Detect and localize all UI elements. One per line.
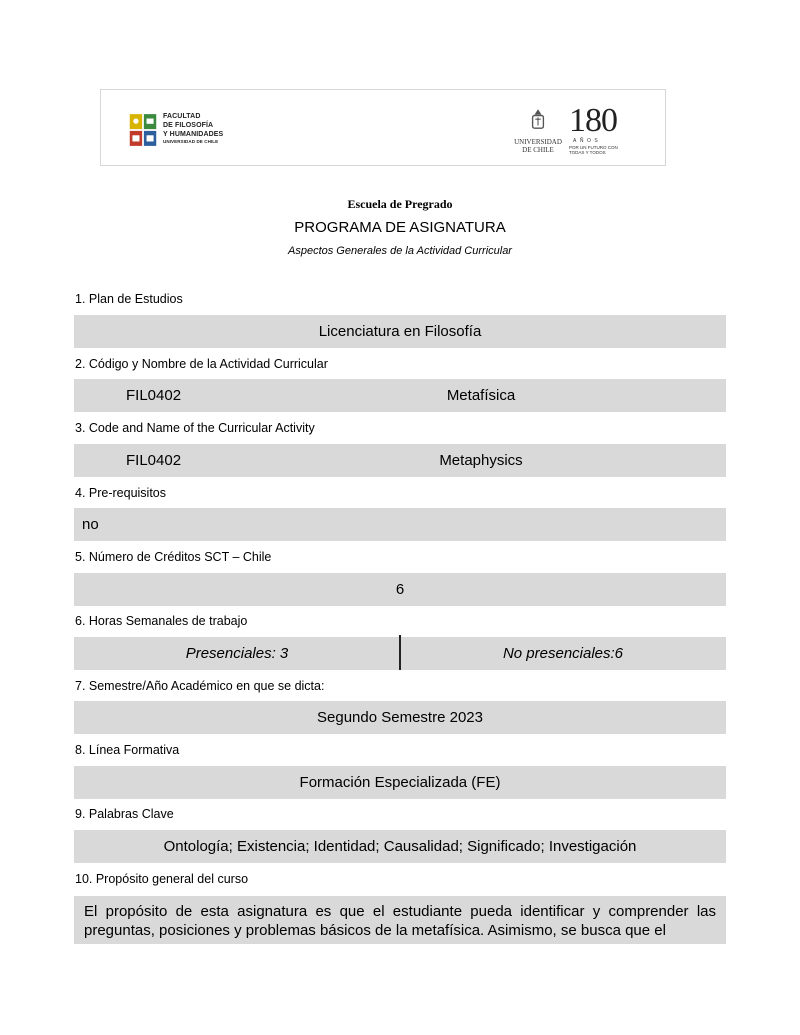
purpose-band <box>74 896 726 944</box>
keywords-band <box>74 830 726 863</box>
school-title: Escuela de Pregrado <box>347 197 453 211</box>
plan-label: 1. Plan de Estudios <box>75 292 183 306</box>
semester-label: 7. Semestre/Año Académico en que se dicta: <box>75 679 325 693</box>
code-es-label: 2. Código y Nombre de la Actividad Curricular <box>75 357 328 371</box>
credits-band <box>74 573 726 606</box>
university-line-1: UNIVERSIDAD <box>514 138 562 146</box>
line-value: Formación Especializada (FE) <box>299 774 501 791</box>
purpose-label: 10. Propósito general del curso <box>75 872 249 886</box>
aspects-subtitle: Aspectos Generales de la Actividad Curricular <box>288 245 512 257</box>
hours-presencial: Presenciales: 3 <box>185 645 289 662</box>
anniversary-motto: POR UN FUTURO CON TODAS Y TODOS <box>569 145 618 155</box>
plan-band <box>74 315 726 348</box>
hours-label: 6. Horas Semanales de trabajo <box>75 614 248 628</box>
university-seal-icon <box>529 106 547 136</box>
hours-band <box>74 637 726 670</box>
code-es-band <box>74 379 726 412</box>
code-en-label: 3. Code and Name of the Curricular Activity <box>75 421 315 435</box>
faculty-logo-text <box>163 112 223 145</box>
line-label: 8. Línea Formativa <box>75 743 180 757</box>
prereq-value: no <box>82 516 99 533</box>
semester-value: Segundo Semestre 2023 <box>317 709 483 726</box>
code-en-name: Metaphysics <box>439 452 523 469</box>
credits-value: 6 <box>395 581 405 598</box>
anniversary-word: AÑOS <box>573 138 602 144</box>
faculty-line-1: FACULTAD <box>163 113 201 120</box>
code-es-name: Metafísica <box>446 387 516 404</box>
faculty-line-4: UNIVERSIDAD DE CHILE <box>163 139 219 144</box>
hours-no-presencial: No presenciales:6 <box>502 645 624 662</box>
header-logo-banner <box>100 89 666 166</box>
code-en-code: FIL0402 <box>126 452 182 469</box>
faculty-crest-icon <box>128 112 158 148</box>
code-en-band <box>74 444 726 477</box>
university-name <box>509 138 567 154</box>
plan-value: Licenciatura en Filosofía <box>318 323 482 340</box>
anniversary-number: 180 <box>569 102 617 139</box>
purpose-text: El propósito de esta asignatura es que el estudiante pueda identificar y comprender las preguntas, posiciones y problemas básicos de la metafísica. Asimismo, se busca que el <box>84 903 716 939</box>
prereq-band <box>74 508 726 541</box>
program-title: PROGRAMA DE ASIGNATURA <box>294 219 506 236</box>
keywords-label: 9. Palabras Clave <box>75 807 174 821</box>
keywords-value: Ontología; Existencia; Identidad; Causalidad; Significado; Investigación <box>163 838 637 855</box>
faculty-line-3: Y HUMANIDADES <box>163 131 224 138</box>
line-band <box>74 766 726 799</box>
code-es-code: FIL0402 <box>126 387 182 404</box>
faculty-line-2: DE FILOSOFÍA <box>163 122 214 129</box>
credits-label: 5. Número de Créditos SCT – Chile <box>75 550 272 564</box>
semester-band <box>74 701 726 734</box>
university-line-2: DE CHILE <box>522 146 554 154</box>
prereq-label: 4. Pre-requisitos <box>75 486 167 500</box>
